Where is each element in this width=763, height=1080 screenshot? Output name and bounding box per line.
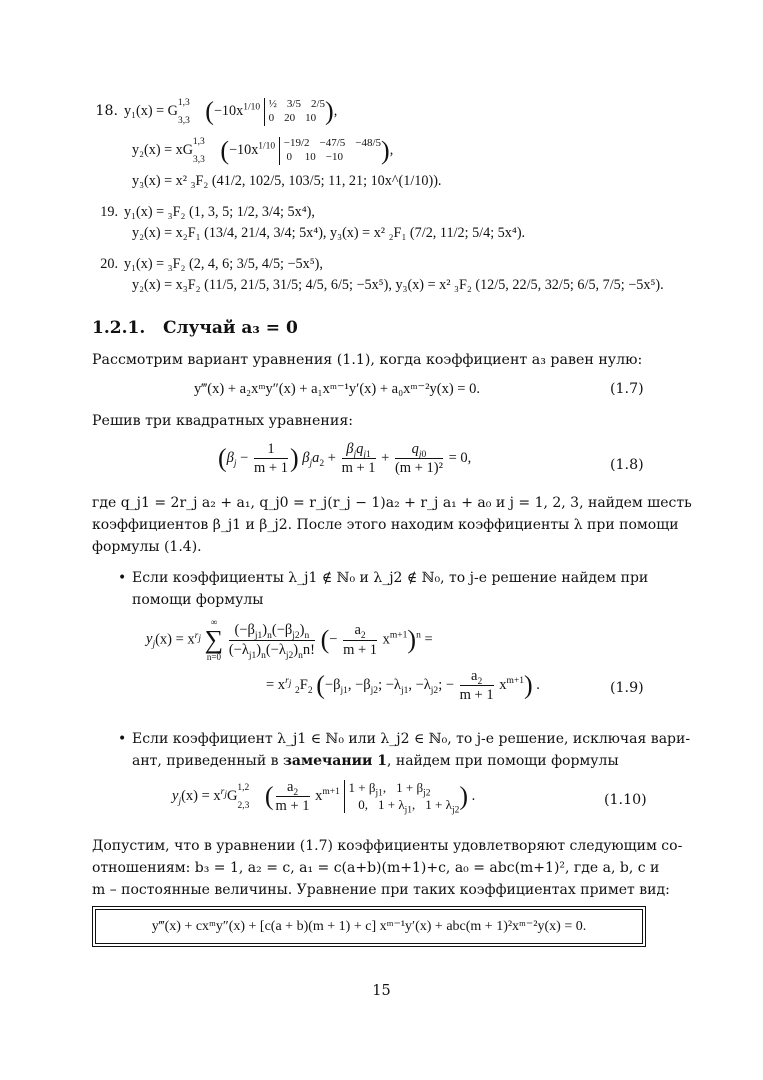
boxed-equation bbox=[92, 906, 646, 947]
bullet-1-line2: помощи формулы bbox=[132, 592, 264, 608]
paragraph-assumption-1: Допустим, что в уравнении (1.7) коэффициенты удовлетворяют следующим со- bbox=[92, 838, 683, 854]
item-18-y2: $y_2(x) = xG_{3,3}^{1,3}$ ($-10x^{1/10}$ −19/2 −47/5 −48/5 0 10 −10 ), bbox=[132, 135, 394, 165]
item-20-line1: 20. y₁(x) = ₃F₂ (2, 4, 6; 3/5, 4/5; −5x⁵), bbox=[92, 256, 323, 273]
item-number: 19. bbox=[100, 204, 118, 220]
equation-1-7-number: (1.7) bbox=[610, 381, 644, 397]
paragraph-quadratic: Решив три квадратных уравнения: bbox=[92, 413, 354, 429]
bullet-2-line1: Если коэффициент λ_j1 ∈ ℕ₀ или λ_j2 ∈ ℕ₀, то j-е решение, исключая вари- bbox=[132, 731, 691, 747]
item-number: 20. bbox=[100, 256, 118, 272]
equation-1-9-line2: = $x^{r_j}$ $_2F_2$ ($-\beta_{j1}$, $-\beta_{j2}$; $-\lambda_{j1}$, $-\lambda_{j2}$; − $\frac{a_2}{m + 1}$ $x^{m+1}$) . bbox=[266, 668, 540, 704]
paragraph-coefficients-2: коэффициентов β_j1 и β_j2. После этого находим коэффициенты λ при помощи bbox=[92, 517, 679, 533]
item-18-y3: y₃(x) = x² ₃F₂ (41/2, 102/5, 103/5; 11, 21; 10x^(1/10)). bbox=[132, 173, 442, 189]
item-number: 18. bbox=[95, 103, 118, 120]
section-heading bbox=[92, 318, 298, 338]
item-18 bbox=[92, 98, 337, 126]
bullet-1-line1: Если коэффициенты λ_j1 ∉ ℕ₀ и λ_j2 ∉ ℕ₀, то j-е решение найдем при bbox=[132, 570, 649, 586]
item-19-line2: y₂(x) = x₂F₁ (13/4, 21/4, 3/4; 5x⁴), y₃(x) = x² ₂F₁ (7/2, 11/2; 5/4; 5x⁴). bbox=[132, 225, 526, 241]
g-parameters: $1 + \beta_{j1}$, $1 + \beta_{j2}$ 0, $1 + \lambda_{j1}$, $1 + \lambda_{j2}$ bbox=[344, 780, 460, 813]
paragraph-intro: Рассмотрим вариант уравнения (1.1), когда коэффициент a₃ равен нулю: bbox=[92, 352, 643, 368]
equation-1-9-line1: $y_j(x) = x^{r_j}$ ∞ ∑ n=0 $\frac{(-\beta_{j1})_n(-\beta_{j2})_n}{(-\lambda_{j1})_n(-\lambda_{j2})_nn!}$ (− $\frac{a_2}{m + 1}$ $x^{m+1})^n$ = bbox=[146, 617, 433, 662]
equation-1-10: $y_j(x) = x^{r_j}G_{2,3}^{1,2}$ ( $\frac{a_2}{m + 1}$ $x^{m+1}$ $1 + \beta_{j1}$, $1 + \beta_{j2}$ 0, $1 + \lambda_{j1}$, $1 + \lambda_{j2}$ ) . bbox=[172, 779, 476, 816]
section-title: Случай a₃ = 0 bbox=[163, 318, 298, 338]
page-number: 15 bbox=[372, 983, 391, 999]
paragraph-coefficients-3: формулы (1.4). bbox=[92, 539, 202, 555]
g-parameters: ½ 3/5 2/5 0 20 10 bbox=[264, 98, 325, 126]
equation-1-8: ($\beta_j$ − $\frac{1}{m + 1}$ ) $\beta_ja_2$ + $\beta_jq_{j1}$ m + 1 + $\frac{q_{j0}}{\text{(m + 1)²}}$ = 0, bbox=[218, 441, 472, 477]
bullet-2-line2: ант, приведенный в замечании 1, найдем при помощи формулы bbox=[132, 753, 619, 769]
boxed-equation-content: y‴(x) + cxᵐy″(x) + [c(a + b)(m + 1) + c] xᵐ⁻¹y′(x) + abc(m + 1)²xᵐ⁻²y(x) = 0. bbox=[95, 909, 643, 944]
g-parameters: −19/2 −47/5 −48/5 0 10 −10 bbox=[279, 137, 381, 165]
section-number: 1.2.1. bbox=[92, 318, 146, 338]
paragraph-assumption-3: m – постоянные величины. Уравнение при таких коэффициентах примет вид: bbox=[92, 882, 670, 898]
item-20-line2: y₂(x) = x₃F₂ (11/5, 21/5, 31/5; 4/5, 6/5; −5x⁵), y₃(x) = x² ₃F₂ (12/5, 22/5, 32/5; 6/5, 7/5; −5x⁵). bbox=[132, 277, 664, 293]
equation-1-9-number: (1.9) bbox=[610, 680, 644, 696]
item-18-y1: $y_1(x) = G_{3,3}^{1,3}$ ($-10x^{1/10}$ ½ 3/5 2/5 0 20 10 ), bbox=[124, 96, 338, 126]
bullet-marker: • bbox=[118, 731, 127, 747]
paragraph-assumption-2: отношениям: b₃ = 1, a₂ = c, a₁ = c(a+b)(m+1)+c, a₀ = abc(m+1)², где a, b, c и bbox=[92, 860, 660, 876]
equation-1-8-number: (1.8) bbox=[610, 457, 644, 473]
remark-reference: замечании 1 bbox=[282, 753, 387, 769]
item-19-line1: 19. y₁(x) = ₃F₂ (1, 3, 5; 1/2, 3/4; 5x⁴), bbox=[92, 204, 315, 221]
equation-1-7: y‴(x) + a₂xᵐy″(x) + a₁xᵐ⁻¹y′(x) + a₀xᵐ⁻²y(x) = 0. bbox=[194, 381, 480, 397]
equation-1-10-number: (1.10) bbox=[604, 792, 647, 808]
paragraph-coefficients-1: где q_j1 = 2r_j a₂ + a₁, q_j0 = r_j(r_j − 1)a₂ + r_j a₁ + a₀ и j = 1, 2, 3, найдем шесть bbox=[92, 495, 692, 511]
bullet-marker: • bbox=[118, 570, 127, 586]
